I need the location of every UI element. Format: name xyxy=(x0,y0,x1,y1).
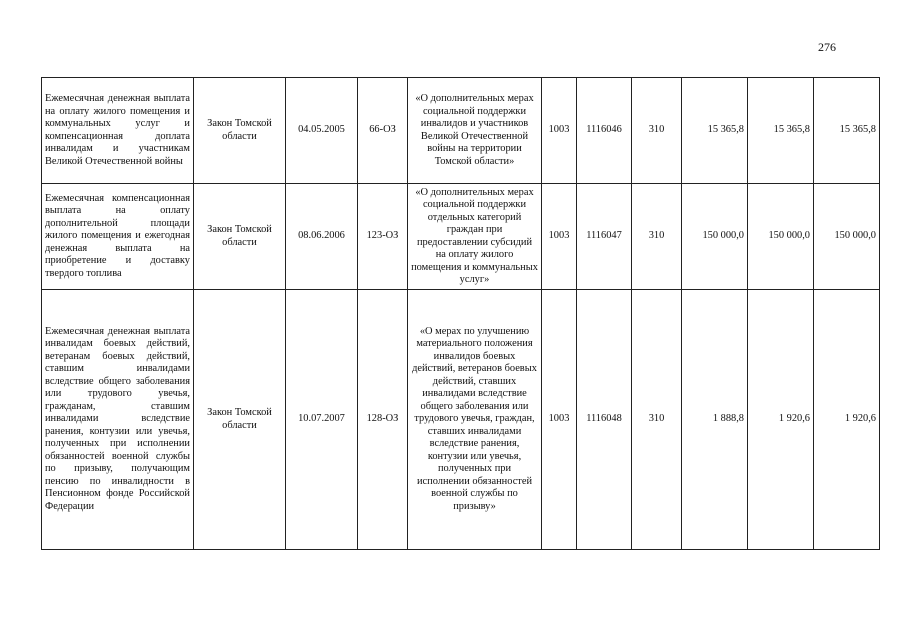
section-code: 1003 xyxy=(542,78,577,184)
table-row xyxy=(42,78,880,184)
document-type: Закон Томской области xyxy=(194,290,286,550)
expense-type-code: 310 xyxy=(632,184,682,290)
document-date: 10.07.2007 xyxy=(286,290,358,550)
table-row xyxy=(42,290,880,550)
act-name: «О дополнительных мерах социальной поддержки отдельных категорий граждан при предоставлении субсидий на оплату жилого помещения и коммунальных услуг» xyxy=(408,184,542,290)
document-type: Закон Томской области xyxy=(194,78,286,184)
amount-year-3: 15 365,8 xyxy=(814,78,880,184)
document-number: 66-ОЗ xyxy=(358,78,408,184)
amount-year-2: 150 000,0 xyxy=(748,184,814,290)
section-code: 1003 xyxy=(542,184,577,290)
budget-table xyxy=(41,77,880,550)
section-code: 1003 xyxy=(542,290,577,550)
amount-year-2: 15 365,8 xyxy=(748,78,814,184)
target-code: 1116047 xyxy=(577,184,632,290)
payment-description: Ежемесячная денежная выплата инвалидам боевых действий, ветеранам боевых действий, ставшим инвалидами вследствие общего заболевания или трудового увечья, гражданам, ставшим инвалидами вследствие ранения, контузии или увечья, полученных при исполнении обязанностей военной службы по призыву, получающим пенсию по инвалидности в Пенсионном фонде Российской Федерации xyxy=(42,290,194,550)
document-number: 128-ОЗ xyxy=(358,290,408,550)
payment-description: Ежемесячная денежная выплата на оплату жилого помещения и коммунальных услуг и компенсационная доплата инвалидам и участникам Великой Отечественной войны xyxy=(42,78,194,184)
amount-year-1: 1 888,8 xyxy=(682,290,748,550)
amount-year-1: 150 000,0 xyxy=(682,184,748,290)
amount-year-1: 15 365,8 xyxy=(682,78,748,184)
target-code: 1116048 xyxy=(577,290,632,550)
act-name: «О дополнительных мерах социальной поддержки инвалидов и участников Великой Отечественной войны на территории Томской области» xyxy=(408,78,542,184)
amount-year-2: 1 920,6 xyxy=(748,290,814,550)
table-row xyxy=(42,184,880,290)
target-code: 1116046 xyxy=(577,78,632,184)
document-date: 08.06.2006 xyxy=(286,184,358,290)
expense-type-code: 310 xyxy=(632,290,682,550)
document-date: 04.05.2005 xyxy=(286,78,358,184)
act-name: «О мерах по улучшению материального положения инвалидов боевых действий, ветеранов боевых действий, ставших инвалидами вследствие общего заболевания или трудового увечья, граждан, ставших инвалидами вследствие ранения, контузии или увечья, полученных при исполнении обязанностей военной службы по призыву» xyxy=(408,290,542,550)
document-type: Закон Томской области xyxy=(194,184,286,290)
payment-description: Ежемесячная компенсационная выплата на оплату дополнительной площади жилого помещения и ежегодная денежная выплата на приобретение и доставку твердого топлива xyxy=(42,184,194,290)
page-number: 276 xyxy=(818,40,836,54)
amount-year-3: 1 920,6 xyxy=(814,290,880,550)
expense-type-code: 310 xyxy=(632,78,682,184)
amount-year-3: 150 000,0 xyxy=(814,184,880,290)
document-number: 123-ОЗ xyxy=(358,184,408,290)
